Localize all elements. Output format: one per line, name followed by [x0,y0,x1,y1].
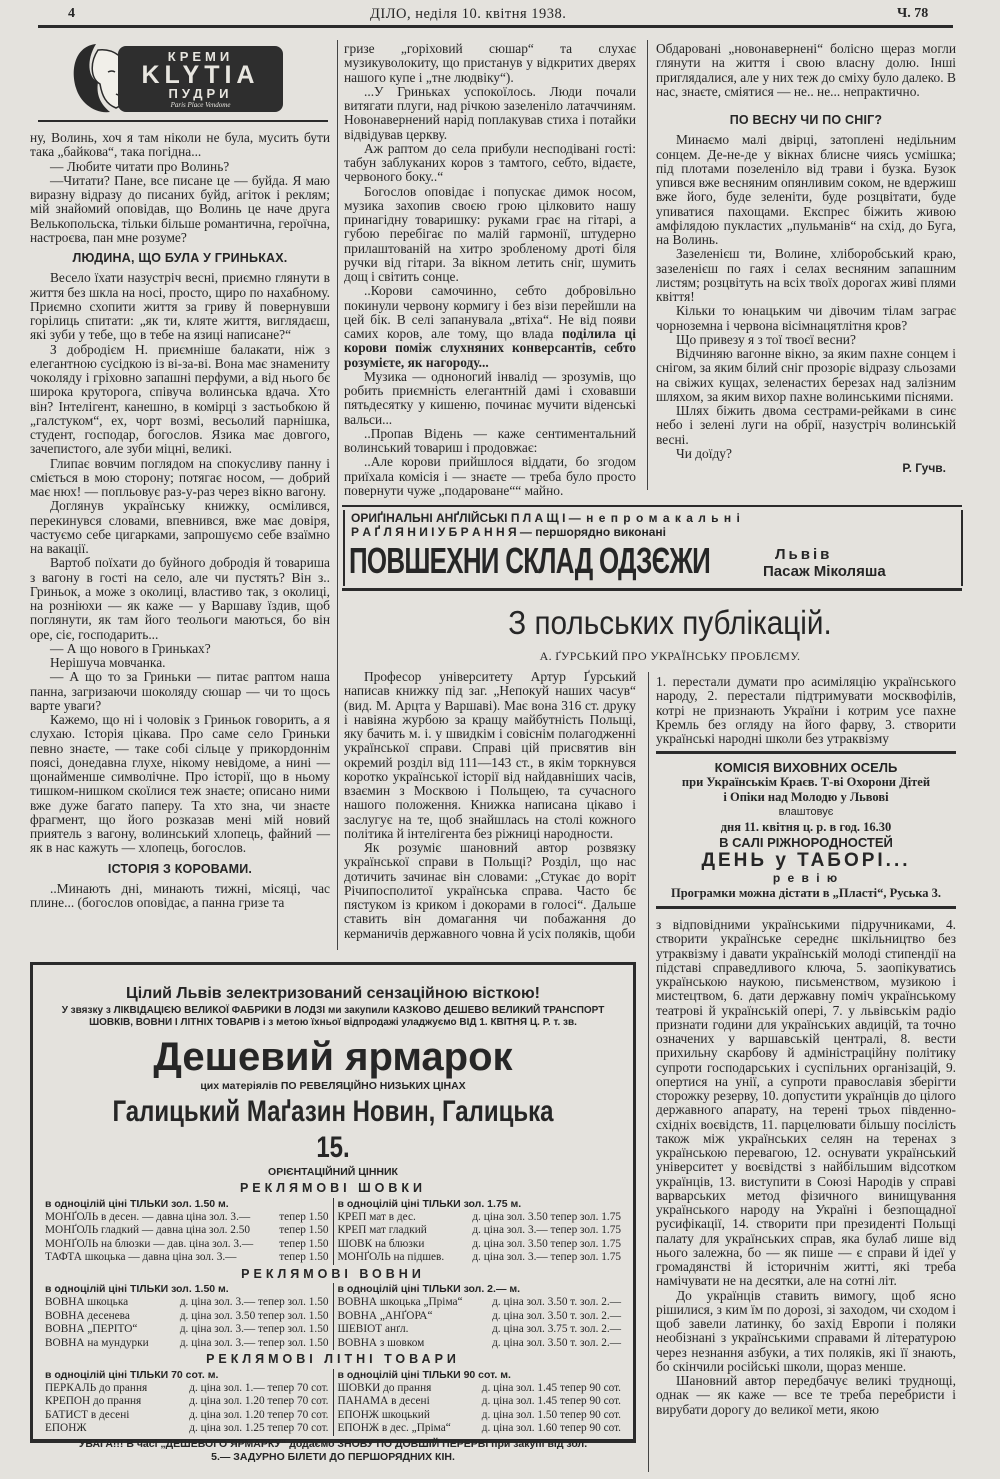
paragraph: ..Але корови прийшлося віддати, бо згодом приїхала комісія і — знаєте — треба було просто повернути чуже „подароване““ майно. [344,454,636,498]
ad-address: Пасаж Міколяша [763,563,886,580]
fair-store: Галицький Маґазин Новин, Галицька 15. [112,1094,554,1164]
paragraph: Аж раптом до села прибули несподівані гості: табун заблуканих коров з тамтого, себто, відаєте, червоного боку..“ [344,140,636,185]
price-row [338,1224,622,1237]
paragraph: 1. перестали думати про асиміляцію українського народу, 2. перестали підтримувати москвофілів, котрі не признають України і котрим усе пахне Кремль без огляду на його фарву, 3. створити українські народні школи без утраквізму [656,674,956,746]
price-value: тепер 1.50 [279,1211,329,1224]
notice-rule [656,751,956,754]
section-heading: ПО ВЕСНУ ЧИ ПО СНІГ? [729,113,883,127]
price-column-head: в одноцілій ціні ТІЛЬКИ 90 сот. м. [337,1368,511,1381]
notice-line: при Українськім Краєв. Т-ві Охорони Дітей [681,775,931,789]
section-heading: ЛЮДИНА, ЩО БУЛА У ГРИНЬКАХ. [72,251,288,265]
product-name: ТАФТА шкоцька — давна ціна зол. 3.— [45,1251,237,1264]
paragraph: Шановний автор передбачує великі труднощі, однак — як каже — все те треба перебристи і вирубати дорогу до великої мети, якою [656,1373,956,1417]
paragraph: До українців ставить вимогу, щоб ясно рішилися, з ким їм по дорозі, зі заходом, чи сходом і щоб завели латинку, бо захід Европи і поляки необізнані з українськими справами й літературою через незнання азбуки, а тих поляків, які її знають, бо скінчили російські школи, щораз менше. [656,1287,956,1374]
ad-line2-bold: Р А Ґ Л Я Н И І У Б Р А Н Н Я [351,525,517,539]
logo-line2: ПУДРИ [168,86,233,101]
notice-date: дня 11. квітня ц. р. в год. 16.30 [720,820,892,834]
price-row [338,1409,622,1422]
price-value: д. ціна зол. 3.— тепер зол. 1.75 [472,1251,621,1264]
price-row [338,1323,622,1336]
logo-rule [38,120,328,122]
product-name: ВОВНА на мундурки [45,1336,149,1349]
fair-notice-2: 5.— ЗАДУРНО БІЛЕТИ ДО ПЕРШОРЯДНИХ КІН. [211,1450,455,1463]
price-value: д. ціна зол. 1.25 тепер 70 сот. [189,1422,329,1435]
product-name: ВОВНА „АНҐОРА“ [337,1309,433,1322]
price-row [45,1323,329,1336]
price-value: д. ціна зол. 3.50 тепер зол. 1.75 [472,1211,621,1224]
price-value: д. ціна зол. 1.50 тепер 90 сот. [481,1408,621,1421]
column-3 [656,42,956,475]
masthead: ДІЛО, неділя 10. квітня 1938. [370,6,567,22]
paragraph: Минаємо малі двірці, затоплені недільним сонцем. Де-не-де у вікнах блисне чиясь усмішка; під плотами позеленіло від трави і бузка. Бузок упився вже весняним опянливим соком, не вдержиш вже його, буде зеленіти, буде розцвітати, буде упиватися пахощами. Експрес біжить живою амфілядою пукластих „пульманів“ на схід, до Буга, на Волинь. [656,132,957,247]
paragraph: Професор університету Артур Ґурський написав книжку під заг. „Непокуй наших часув“ (вид. М. Арцта у Варшаві). Має вона 316 ст. друку і навіяна журбою за кращу майбутність Польщі, яку бачить м. і. у швидкім і совіснім полагодженні української справи. Справі цій присвятив він окремий розділ від 111—143 ст., в якім торкнувся коротко української історії від найдавніших часів, взаємин з Москвою і Польщею, та сучасного нашого положення. Книжка написана цікаво і заслугує на те, щоб знайшлась на столі кожного політика й інтелігента без ріжниці народности. [344,669,636,841]
price-value: д. ціна зол. 3.50 тепер зол. 1.75 [472,1237,621,1250]
price-section-title: РЕКЛЯМОВІ ВОВНИ [241,1266,425,1281]
paragraph: Вартоб поїхати до буйного добродія й товариша з вагону в гості на село, але чи пустять? Він з.. Гриньок, а може з околиці, властиво так, з околиці, на розніюхи — як каже — у Варшаву їздив, щоб поглянути, як там його теольоги маються, бо він оре, сіє, господарить... [30,555,330,642]
price-row [338,1382,622,1395]
ad-rule [342,505,962,507]
ad-line1-rest: — н е п р о м а к а л ь н і [568,511,741,525]
notice-show: ДЕНЬ у ТАБОРІ... [701,850,911,871]
product-name: ВОВНА шкоцька „Пріма“ [337,1296,463,1309]
paragraph: ..Минають дні, минають тижні, місяці, час плине... (богослов оповідає, а панна гризе та [30,880,330,910]
price-section-title: РЕКЛЯМОВІ ЛІТНІ ТОВАРИ [206,1352,460,1367]
price-column-head: в одноцілій ціні ТІЛЬКИ зол. 2.— м. [337,1283,521,1296]
product-name: ЕПОНЖ шкоцький [337,1408,430,1421]
product-name: КРЕП мат в дес. [337,1211,416,1224]
product-name: ПАНАМА в десені [337,1395,430,1408]
price-row [338,1395,622,1408]
paragraph: Кільки то юнацьким чи дівочим тілам заграє чорноземна і червона вісімнацятлітня кров? [656,303,956,333]
product-name: КРЕП мат гладкий [337,1224,427,1237]
price-column [333,1283,626,1350]
paragraph: Чи доїду? [676,445,732,461]
price-value: д. ціна зол. 3.— тепер зол. 1.75 [472,1224,621,1237]
price-row [45,1395,329,1408]
product-name: ЕПОНЖ в дес. „Пріма“ [337,1422,451,1435]
paragraph: Шлях біжить двома сестрами-рейками в синє небо і зелені луги на обрії, назустріч волинській весні. [656,403,956,447]
price-value: д. ціна зол. 3.— тепер зол. 1.50 [179,1336,329,1349]
column-1 [30,131,330,910]
price-column [333,1369,626,1436]
price-value: д. ціна зол. 1.60 тепер 90 сот. [481,1422,621,1435]
klytia-ad [30,38,320,118]
paragraph: Обдаровані „новонавернені“ болісно щераз могли глянути на життя і свою власну долю. Інші приглядалися, але у них теж до сміху було далеко. В нас, знаєте, сміятися — не.. не... непрактично. [656,41,956,99]
product-name: МОНҐОЛЬ на блюзки — дав. ціна зол. 3.— [45,1237,254,1250]
price-row [45,1382,329,1395]
paragraph: Нерішуча мовчанка. [50,655,166,670]
paragraph: з відповідними українськими підручниками, 4. створити українське середнє шкільництво без утраквізму і давати українській молоді стипендії на підставі справедливого ключа, 5. заопікуватись українською наукою, письменством, музикою і мистецтвом, 6. дати державну поміч українському театрові й українській опері, 7. у львівськім радіо признати години для українських авдицій, та точно означених у варшавській централі, 8. вести прихильну скарбову й адміністраційну політику супроти господарських і суспільних організацій, 9. опертися на унії, а супроти православія зберігти сторожку резерву, 10. допустити українців до цілого державного апарату, на терені трьох південно-східніх воєвідств, 11. парцелювати більшу посілість також між українських селян на теренах з українською перевагою, 12. оснувати український університет у воєвідстві з найбільшим відсотком українців, 13. виступити в Союзі Народів у справі варварських метод фізичного винищування українського народу на Україні і безпощадної русифікації, 14. створити при президенті Польщі палату для українських справ, яка булаб лише від нього залежна, бо — як пише — є справи й ідеї у громадянстві й історичнім житті, які треба намічувати не на десятки, але на сотні літ. [656,917,956,1289]
logo-line1: КРЕМИ [167,49,234,64]
price-value: тепер 1.50 [279,1237,329,1250]
price-row [338,1337,622,1350]
product-name: МОНҐОЛЬ в десен. — давна ціна зол. 3.— [45,1211,251,1224]
price-value: д. ціна зол. 3.50 т. зол. 2.— [492,1309,621,1322]
product-name: ШЕВІОТ анґл. [337,1323,409,1336]
paragraph: гризе „горіховий сюшар“ та слухає музикуволокиту, що пристанув у відкритих дверях нашого купе і „тне людвіку“). [344,41,636,85]
product-name: ВОВНА десенева [45,1309,130,1322]
notice-programs: Програмки можна дістати в „Пласті“, Руська 3. [670,886,941,900]
text: ..Корови самочинно, себто добровільно покинули червону кормигу і без візи перейшли на цей бік. В селі запанувала „втіха“. Не від появи самих коров, але тому, що влада [344,283,636,341]
product-name: ПЕРКАЛЬ до прання [45,1381,148,1394]
paragraph: — Любите читати про Волинь? [50,158,230,174]
paragraph: ..Пропав Відень — каже сентиментальний волинський товариш і продовжає: [344,425,636,455]
price-row [338,1422,622,1435]
price-column-head: в одноцілій ціні ТІЛЬКИ зол. 1.50 м. [45,1283,229,1296]
price-column-head: в одноцілій ціні ТІЛЬКИ зол. 1.75 м. [337,1197,522,1210]
price-column [41,1283,333,1350]
price-section-title: РЕКЛЯМОВІ ШОВКИ [239,1181,427,1196]
price-value: д. ціна зол. 3.50 тепер зол. 1.50 [179,1309,329,1322]
paragraph: Зазеленієш ти, Волине, хліборобський краю, зазеленієш по гаях і селах весняним запашним листям; розцвітуть на всіх твоїх дорогах живі плями квіття! [656,246,956,304]
price-value: д. ціна зол. 3.50 т. зол. 2.— [492,1296,621,1309]
price-row [45,1310,329,1323]
fair-intro: У звязку з ЛІКВІДАЦІЄЮ ВЕЛИКОЇ ФАБРИКИ В ЛОДЗІ ми закупили КАЗКОВО ДЕШЕВО ВЕЛИКИЙ ТРАНСПОРТ ШОВКІВ, ВОВНИ І ЛІТНІХ ТОВАРІВ і з метою їхньої відпродажі уладжуємо ВІД 1. КВІТНЯ Ц. Р. т. зв. [61,1005,605,1029]
price-row [45,1211,329,1224]
paragraph: — А що нового в Гриньках? [50,640,211,656]
paragraph: Доглянув українську книжку, осмілився, перекинувся словами, впевнився, вже має довіря, частуємо себе цигарками, запрошуємо себе взаїмно на вакації. [30,498,330,556]
notice-rule [656,906,956,909]
page-number: 4 [68,6,75,21]
column-divider [648,672,649,1472]
article-column-2 [656,675,956,746]
price-value: д. ціна зол. 1.20 тепер 70 сот. [189,1408,329,1421]
price-section [41,1369,625,1436]
price-row [45,1409,329,1422]
price-row [338,1238,622,1251]
ad-line2-rest: — першорядно виконані [519,525,666,539]
column-2 [344,42,636,498]
notice-venue: В САЛІ РІЖНОРОДНОСТЕЙ [719,835,893,850]
price-row [338,1296,622,1309]
header-rule [38,25,953,28]
article-title: З польських публікацій. [508,604,832,641]
clothing-ad [343,510,963,586]
ad-rule [342,588,962,591]
logo-brand: KLYTIA [141,61,260,89]
paragraph: Що привезу я з тої твоєї весни? [676,331,856,347]
price-row [45,1337,329,1350]
paragraph: Весело їхати назустріч весні, приємно глянути в життя без шкла на носі, просто, щиро по нахабному. Приємно схопити життя за гриву й повернувши горілиць спитати: „як ти, кляте життя, виглядаєш, які зуби у тебе, що в тебе на язиці написане?“ [30,270,330,343]
product-name: МОНҐОЛЬ гладкий — давна ціна зол. 2.50 [45,1224,250,1237]
price-value: д. ціна зол. 1.20 тепер 70 сот. [189,1395,329,1408]
price-value: д. ціна зол. 3.50 т. зол. 2.— [492,1336,621,1349]
price-row [45,1296,329,1309]
price-column-head: в одноцілій ціні ТІЛЬКИ зол. 1.50 м. [45,1197,229,1210]
price-row [45,1224,329,1237]
price-column [41,1198,333,1265]
signature: Р. Гучв. [902,461,946,475]
notice-line: влаштовує [778,806,834,818]
article-column-3 [656,918,956,1417]
product-name: КРЕПОН до прання [45,1395,142,1408]
fair-price-list: ОРІЄНТАЦІЙНИЙ ЦІННИК [268,1165,398,1178]
ad-city: Львів [775,546,833,563]
product-name: ВОВНА „ПЕРІТО“ [45,1323,138,1336]
camp-notice [652,760,960,901]
paragraph: ...У Гриньках успокоїлось. Люди почали витягати плуги, над річкою зазеленіло латаччиням. Новонавернений нарід поплакував стиха і потайки відвідував церкву. [344,83,636,142]
section-heading: ІСТОРІЯ З КОРОВАМИ. [107,861,253,876]
price-row [45,1251,329,1264]
price-row [338,1310,622,1323]
price-row [45,1238,329,1251]
fair-ad [30,962,636,1463]
product-name: ШОВК на блюзки [337,1237,425,1250]
price-row [338,1251,622,1264]
fair-prices-line: цих матеріялів ПО РЕВЕЛЯЦІЙНО НИЗЬКИХ ЦІНАХ [200,1080,466,1093]
paragraph: —Читати? Пане, все писане це — буйда. Я маю виразну відразу до писаних буйд, агіток і реклям; мій знайомий оповідав, що Волинь це наче друга Велькопольска, тільки більше романтична, героїчна, настроєва, пан мне розуме? [30,172,330,245]
price-value: тепер 1.50 [279,1251,329,1264]
price-value: д. ціна зол. 3.— тепер зол. 1.50 [179,1296,329,1309]
notice-line: і Опіки над Молодю у Львові [723,790,889,804]
price-value: д. ціна зол. 3.75 т. зол. 2.— [492,1323,621,1336]
column-divider [337,40,338,950]
logo-tagline: Paris Place Vendome [170,101,231,109]
price-value: тепер 1.50 [279,1224,329,1237]
fair-headline: Цілий Львів зелектризований сензаційною вісткою! [126,985,540,1002]
product-name: ЕПОНЖ [45,1422,87,1435]
product-name: МОНҐОЛЬ на підшев. [337,1251,445,1264]
fair-title: Дешевий ярмарок [153,1035,513,1080]
notice-genre: р е в і ю [772,871,840,885]
fair-notice-1: УВАГА!!! В часі „ДЕШЕВОГО ЯРМАРКУ“ додаємо ЗНОВУ ПО ДОВШІЙ ПЕРЕРВІ при закупі від зол. [78,1437,588,1450]
product-name: БАТИСТ в десені [45,1408,130,1421]
ad-store-name: ПОВШЕХНИ СКЛАД ОДЗЄЖИ [349,540,710,581]
issue-number: Ч. 78 [897,6,929,21]
paragraph: Як розуміє шановний автор розвязку української справи в Польщі? Розділ, що нас дотичить зачинає він словами: „Стукає до воріт Річипосполитої українська справа. Часто бє пястуком із криком і докорами в голосі“. Дальше ставить він домагання чи побажання до керманичів державного човна й усіх поляків, щоби [344,840,636,941]
bold-text: поділила ці корови поміж слухняних конверсантів, себто розумієте, як нагороду... [344,326,636,370]
price-column [333,1198,626,1265]
price-section [41,1283,625,1350]
column-divider [647,40,648,490]
price-column [41,1369,333,1436]
price-row [45,1422,329,1435]
price-value: д. ціна зол. 3.— тепер зол. 1.50 [179,1323,329,1336]
paragraph: Кажемо, що ні і чоловік з Гриньок говорить, а я слухаю. Історія цікава. Про саме село Гриньки певно знаєте, — таке собі сільце у прикордоннім поясі, донедавна глухе, нікому невідоме, а нині — щонайменше символічне. Про історії, що в ньому тишком-нишком скоїлися теж знаєте; описано ними вже дуже багато паперу. Та хто зна, чи знаєте фрагмент, що його розказав мені мій новий приятель з вагону, волинський хлопець, файний — як в нас кажуть — хлопець, богослов. [30,712,330,856]
price-value: д. ціна зол. 1.— тепер 70 сот. [189,1381,329,1394]
paragraph: З добродієм Н. приємніше балакати, ніж з елегантною сусідкою із ві-за-ві. Вона має знамениту чоколяду і гріховно запашні перфуми, а від нього бє широка круторога, співуча волинська вдача. Хто він? Інтелігент, канешно, в комірці з застьобкою й „галстуком“, ех, чорт возмі, весьолий парнішка, студент, господар, богослов. Язика має довгого, зачепистого, але зуби міцні, великі. [30,341,330,457]
product-name: ШОВКИ до прання [337,1381,432,1394]
paragraph: Глипає вовчим поглядом на спокусливу панну і сміється в мою сторону; потягає носом, — добрий має нюх! — попльовує раз-у-раз через вікно вагону. [30,455,330,499]
price-sections [33,1182,633,1435]
paragraph [344,284,636,370]
paragraph: Богослов оповідає і попускає димок носом, музика захопив своєю грою цілковито нашу принагідну товаришку: руками грає на гітарі, а губою перебігає по малій гармонії, штудерно прилаштованій на хитро зробленому дроті біля ручки від гітари. За вікном летить сніг, шумить дощ і світить сонце. [344,183,636,284]
price-value: д. ціна зол. 1.45 тепер 90 сот. [481,1381,621,1394]
paragraph: Музика — одноногий інвалід — зрозумів, що робить приємність елегантній дамі і сховавши пятьдесятку у кишеню, починає мучити віденські вальси... [344,368,636,427]
paragraph: — А що то за Гриньки — питає раптом наша панна, загризаючи шоколяду сюшар — чи то щось варте уваги? [30,669,330,713]
product-name: ВОВНА шкоцька [45,1296,129,1309]
product-name: ВОВНА з шовком [337,1336,425,1349]
price-row [338,1211,622,1224]
ad-line1-bold: ОРИҐІНАЛЬНІ АНҐЛІЙСЬКІ П Л А Щ І [351,511,566,525]
paragraph: Відчиняю вагонне вікно, за яким пахне сонцем і снігом, за яким білий сніг прозоріє відразу сльозами на свіжих кущах, зеленастих березах над залізним шляхом, за яким вихор пахне волинськими піснями. [656,346,956,404]
price-column-head: в одноцілій ціні ТІЛЬКИ 70 сот. м. [45,1368,219,1381]
article-subtitle: А. ҐУРСЬКИЙ ПРО УКРАЇНСЬКУ ПРОБЛЄМУ. [539,649,801,663]
price-section [41,1198,625,1265]
article-column-1 [344,670,636,941]
price-value: д. ціна зол. 1.45 тепер 90 сот. [481,1395,621,1408]
notice-org: КОМІСІЯ ВИХОВНИХ ОСЕЛЬ [714,760,898,775]
paragraph: ну, Волинь, хоч я там ніколи не була, мусить бути така „байкова“, така погідна... [30,130,330,160]
